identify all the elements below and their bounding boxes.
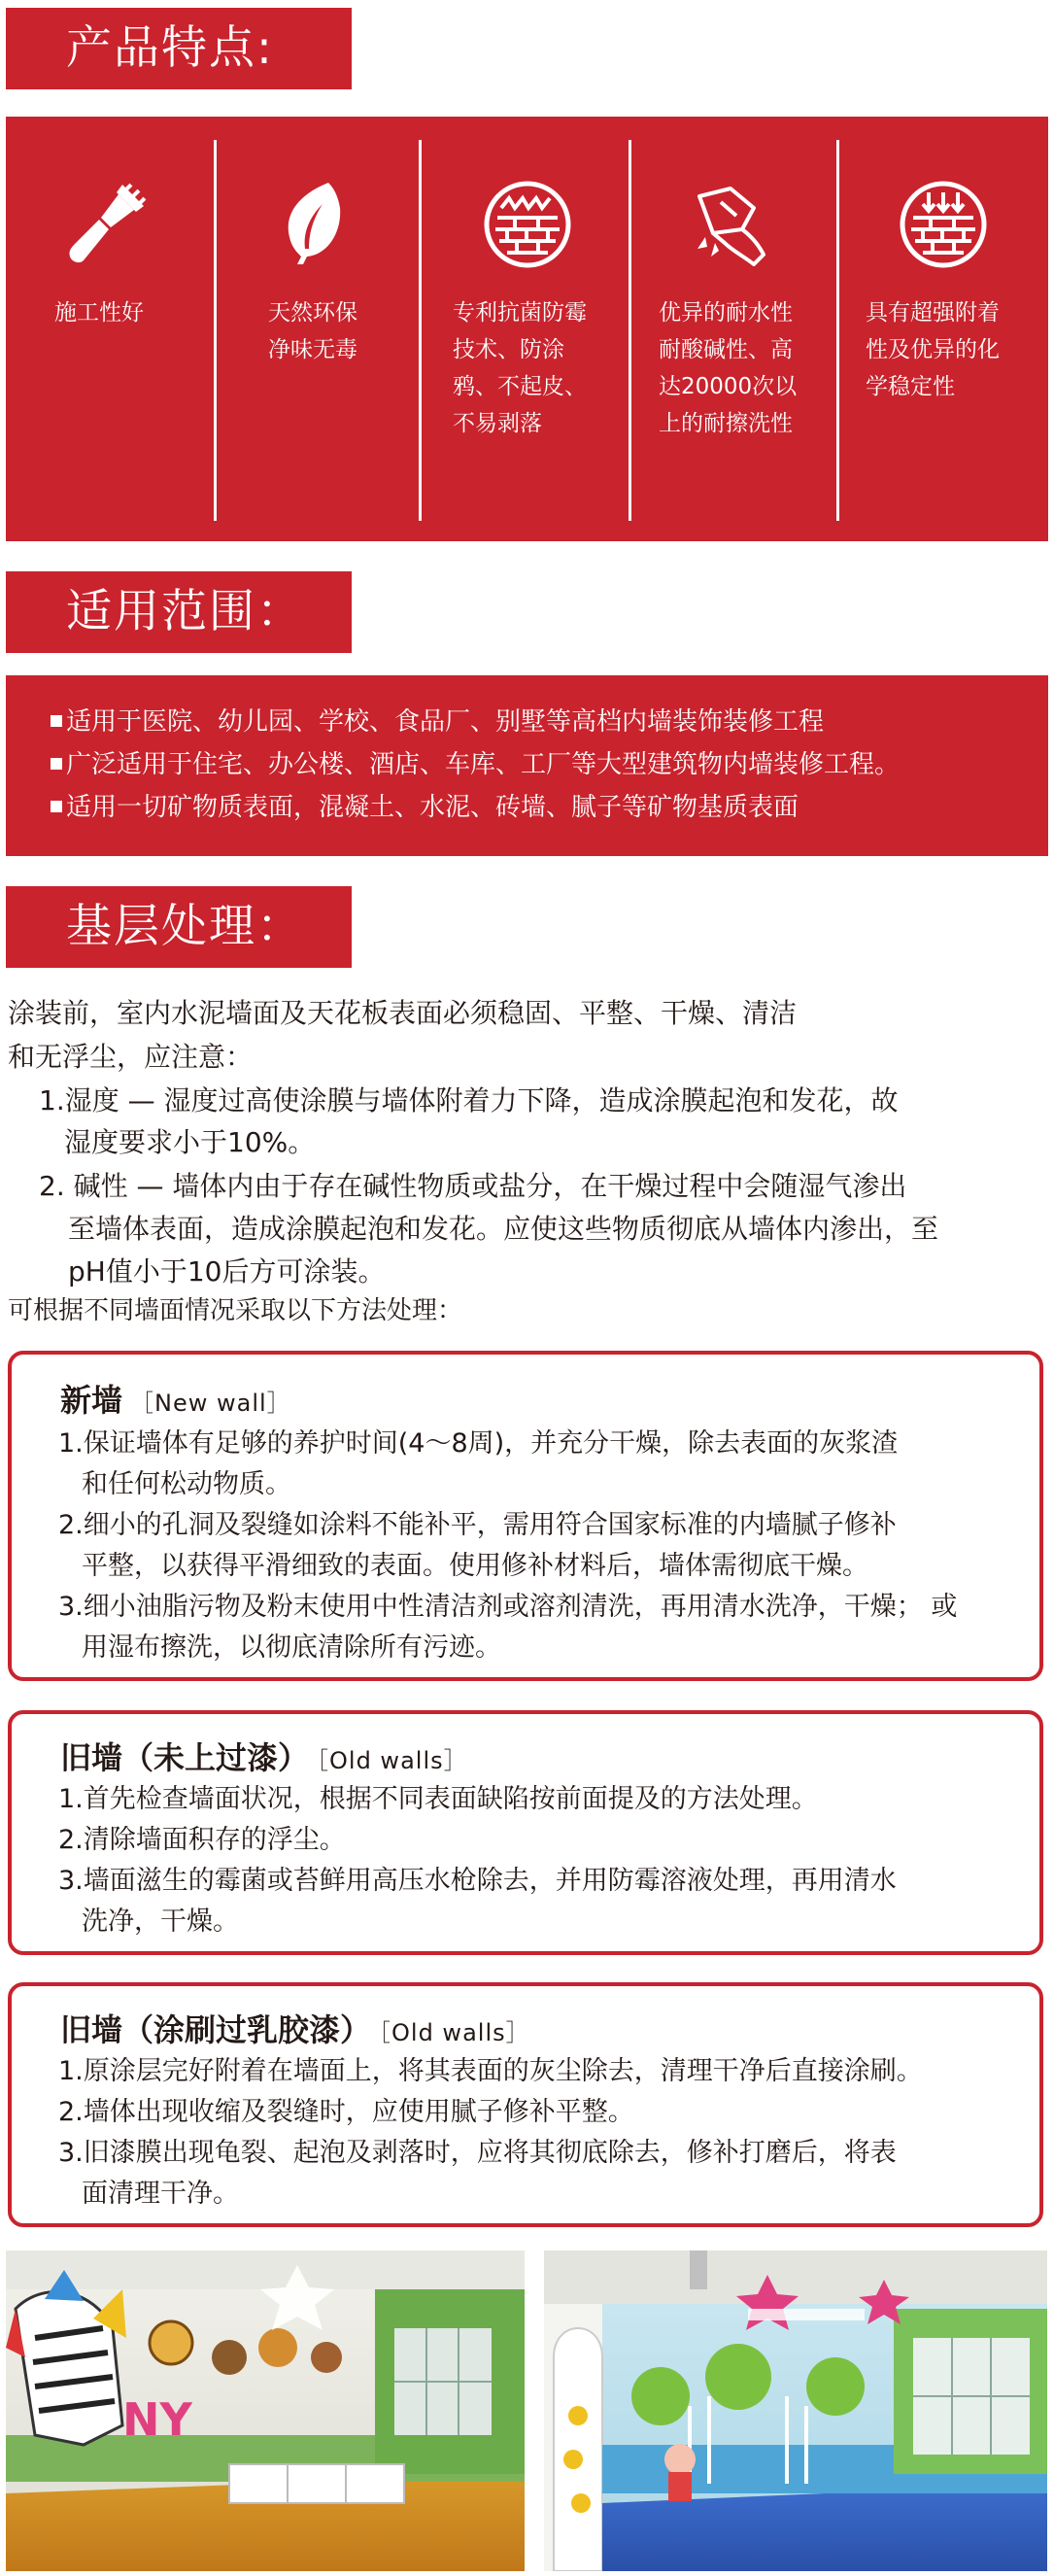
features-panel [6, 117, 1048, 541]
method-line: 可根据不同墙面情况采取以下方法处理： [8, 1296, 463, 1325]
new-wall-title: 新墙 ［New wall］ [60, 1382, 291, 1419]
old-wall-line: 面清理干净。 [82, 2179, 239, 2209]
feature-divider [419, 140, 422, 521]
features-section-title: 产品特点: [66, 21, 274, 75]
classroom-photo-right [544, 2250, 1047, 2571]
intro-line: 涂装前，室内水泥墙面及天花板表面必须稳固、平整、干燥、清洁 [8, 997, 798, 1029]
adhesion-wall-icon [898, 179, 989, 274]
new-wall-line: 平整，以获得平滑细致的表面。使用修补材料后，墙体需彻底干燥。 [82, 1551, 868, 1581]
point-line: pH值小于10后方可涂装。 [68, 1255, 386, 1288]
old-wall-unpainted-subtitle: ［Old walls］ [317, 1747, 468, 1774]
wipe-cloth-icon [686, 179, 779, 276]
classroom-photo-left [6, 2250, 525, 2571]
feature-divider [214, 140, 217, 521]
bullet-square-icon [51, 715, 62, 727]
old-wall-line: 1.首先检查墙面状况，根据不同表面缺陷按前面提及的方法处理。 [58, 1784, 818, 1814]
old-wall-line: 洗净，干燥。 [82, 1906, 239, 1937]
scope-item: 适用于医院、幼儿园、学校、食品厂、别墅等高档内墙装饰装修工程 [51, 703, 824, 741]
intro-line: 和无浮尘，应注意： [8, 1041, 254, 1073]
svg-text:NY: NY [122, 2393, 192, 2446]
feature-text: 天然环保 净味无毒 [268, 300, 357, 362]
old-wall-line: 3.旧漆膜出现龟裂、起泡及剥落时，应将其彻底除去，修补打磨后，将表 [58, 2138, 897, 2168]
features-section-header [6, 8, 352, 89]
feature-text: 专利抗菌防霉 技术、防涂 鸦、不起皮、 不易剥落 [453, 300, 587, 436]
old-wall-line: 2.墙体出现收缩及裂缝时，应使用腻子修补平整。 [58, 2097, 634, 2127]
new-wall-line: 3.细小油脂污物及粉末使用中性清洁剂或溶剂清洗，再用清水洗净，干燥； 或 [58, 1592, 958, 1622]
scope-item: 适用一切矿物质表面，混凝土、水泥、砖墙、腻子等矿物基质表面 [51, 788, 799, 827]
old-wall-line: 3.墙面滋生的霉菌或苔鲜用高压水枪除去，并用防霉溶液处理，再用清水 [58, 1866, 897, 1896]
point-line: 2. 碱性 — 墙体内由于存在碱性物质或盐分，在干燥过程中会随湿气渗出 [39, 1170, 907, 1202]
feature-text: 施工性好 [54, 300, 144, 326]
point-line: 湿度要求小于10%。 [64, 1126, 316, 1158]
new-wall-line: 用湿布擦洗，以彻底清除所有污迹。 [82, 1632, 501, 1663]
scope-panel [6, 675, 1048, 856]
new-wall-line: 1.保证墙体有足够的养护时间(4～8周)，并充分干燥，除去表面的灰浆渣 [58, 1428, 899, 1459]
point-line: 1.湿度 — 湿度过高使涂膜与墙体附着力下降，造成涂膜起泡和发花，故 [39, 1084, 899, 1116]
new-wall-box [8, 1351, 1043, 1681]
new-wall-subtitle: ［New wall］ [130, 1390, 291, 1417]
feature-text: 优异的耐水性 耐酸碱性、高 达20000次以 上的耐擦洗性 [659, 300, 798, 436]
old-wall-latex-subtitle: ［Old walls］ [379, 2019, 530, 2046]
base-section-header [6, 886, 352, 968]
old-wall-unpainted-title: 旧墙（未上过漆） ［Old walls］ [60, 1739, 468, 1776]
new-wall-line: 和任何松动物质。 [82, 1469, 291, 1499]
scope-section-header [6, 571, 352, 653]
scope-section-title: 适用范围： [66, 585, 304, 638]
base-section-title: 基层处理： [66, 900, 304, 953]
antibacterial-wall-icon [482, 179, 573, 274]
feature-divider [836, 140, 839, 521]
old-wall-latex-title: 旧墙（涂刷过乳胶漆） ［Old walls］ [60, 2011, 530, 2048]
leaf-icon [280, 179, 348, 270]
point-line: 至墙体表面，造成涂膜起泡和发花。应使这些物质彻底从墙体内渗出，至 [68, 1213, 939, 1245]
bullet-square-icon [51, 801, 62, 812]
new-wall-line: 2.细小的孔洞及裂缝如涂料不能补平，需用符合国家标准的内墙腻子修补 [58, 1510, 897, 1540]
old-wall-line: 2.清除墙面积存的浮尘。 [58, 1825, 346, 1855]
old-wall-line: 1.原涂层完好附着在墙面上，将其表面的灰尘除去，清理干净后直接涂刷。 [58, 2056, 923, 2086]
old-wall-latex-box [8, 1982, 1043, 2227]
feature-divider [629, 140, 631, 521]
scope-item: 广泛适用于住宅、办公楼、酒店、车库、工厂等大型建筑物内墙装修工程。 [51, 745, 900, 784]
old-wall-unpainted-box [8, 1710, 1043, 1955]
bullet-square-icon [51, 758, 62, 770]
paintbrush-icon [62, 179, 150, 270]
feature-text: 具有超强附着 性及优异的化 学稳定性 [866, 300, 1000, 399]
